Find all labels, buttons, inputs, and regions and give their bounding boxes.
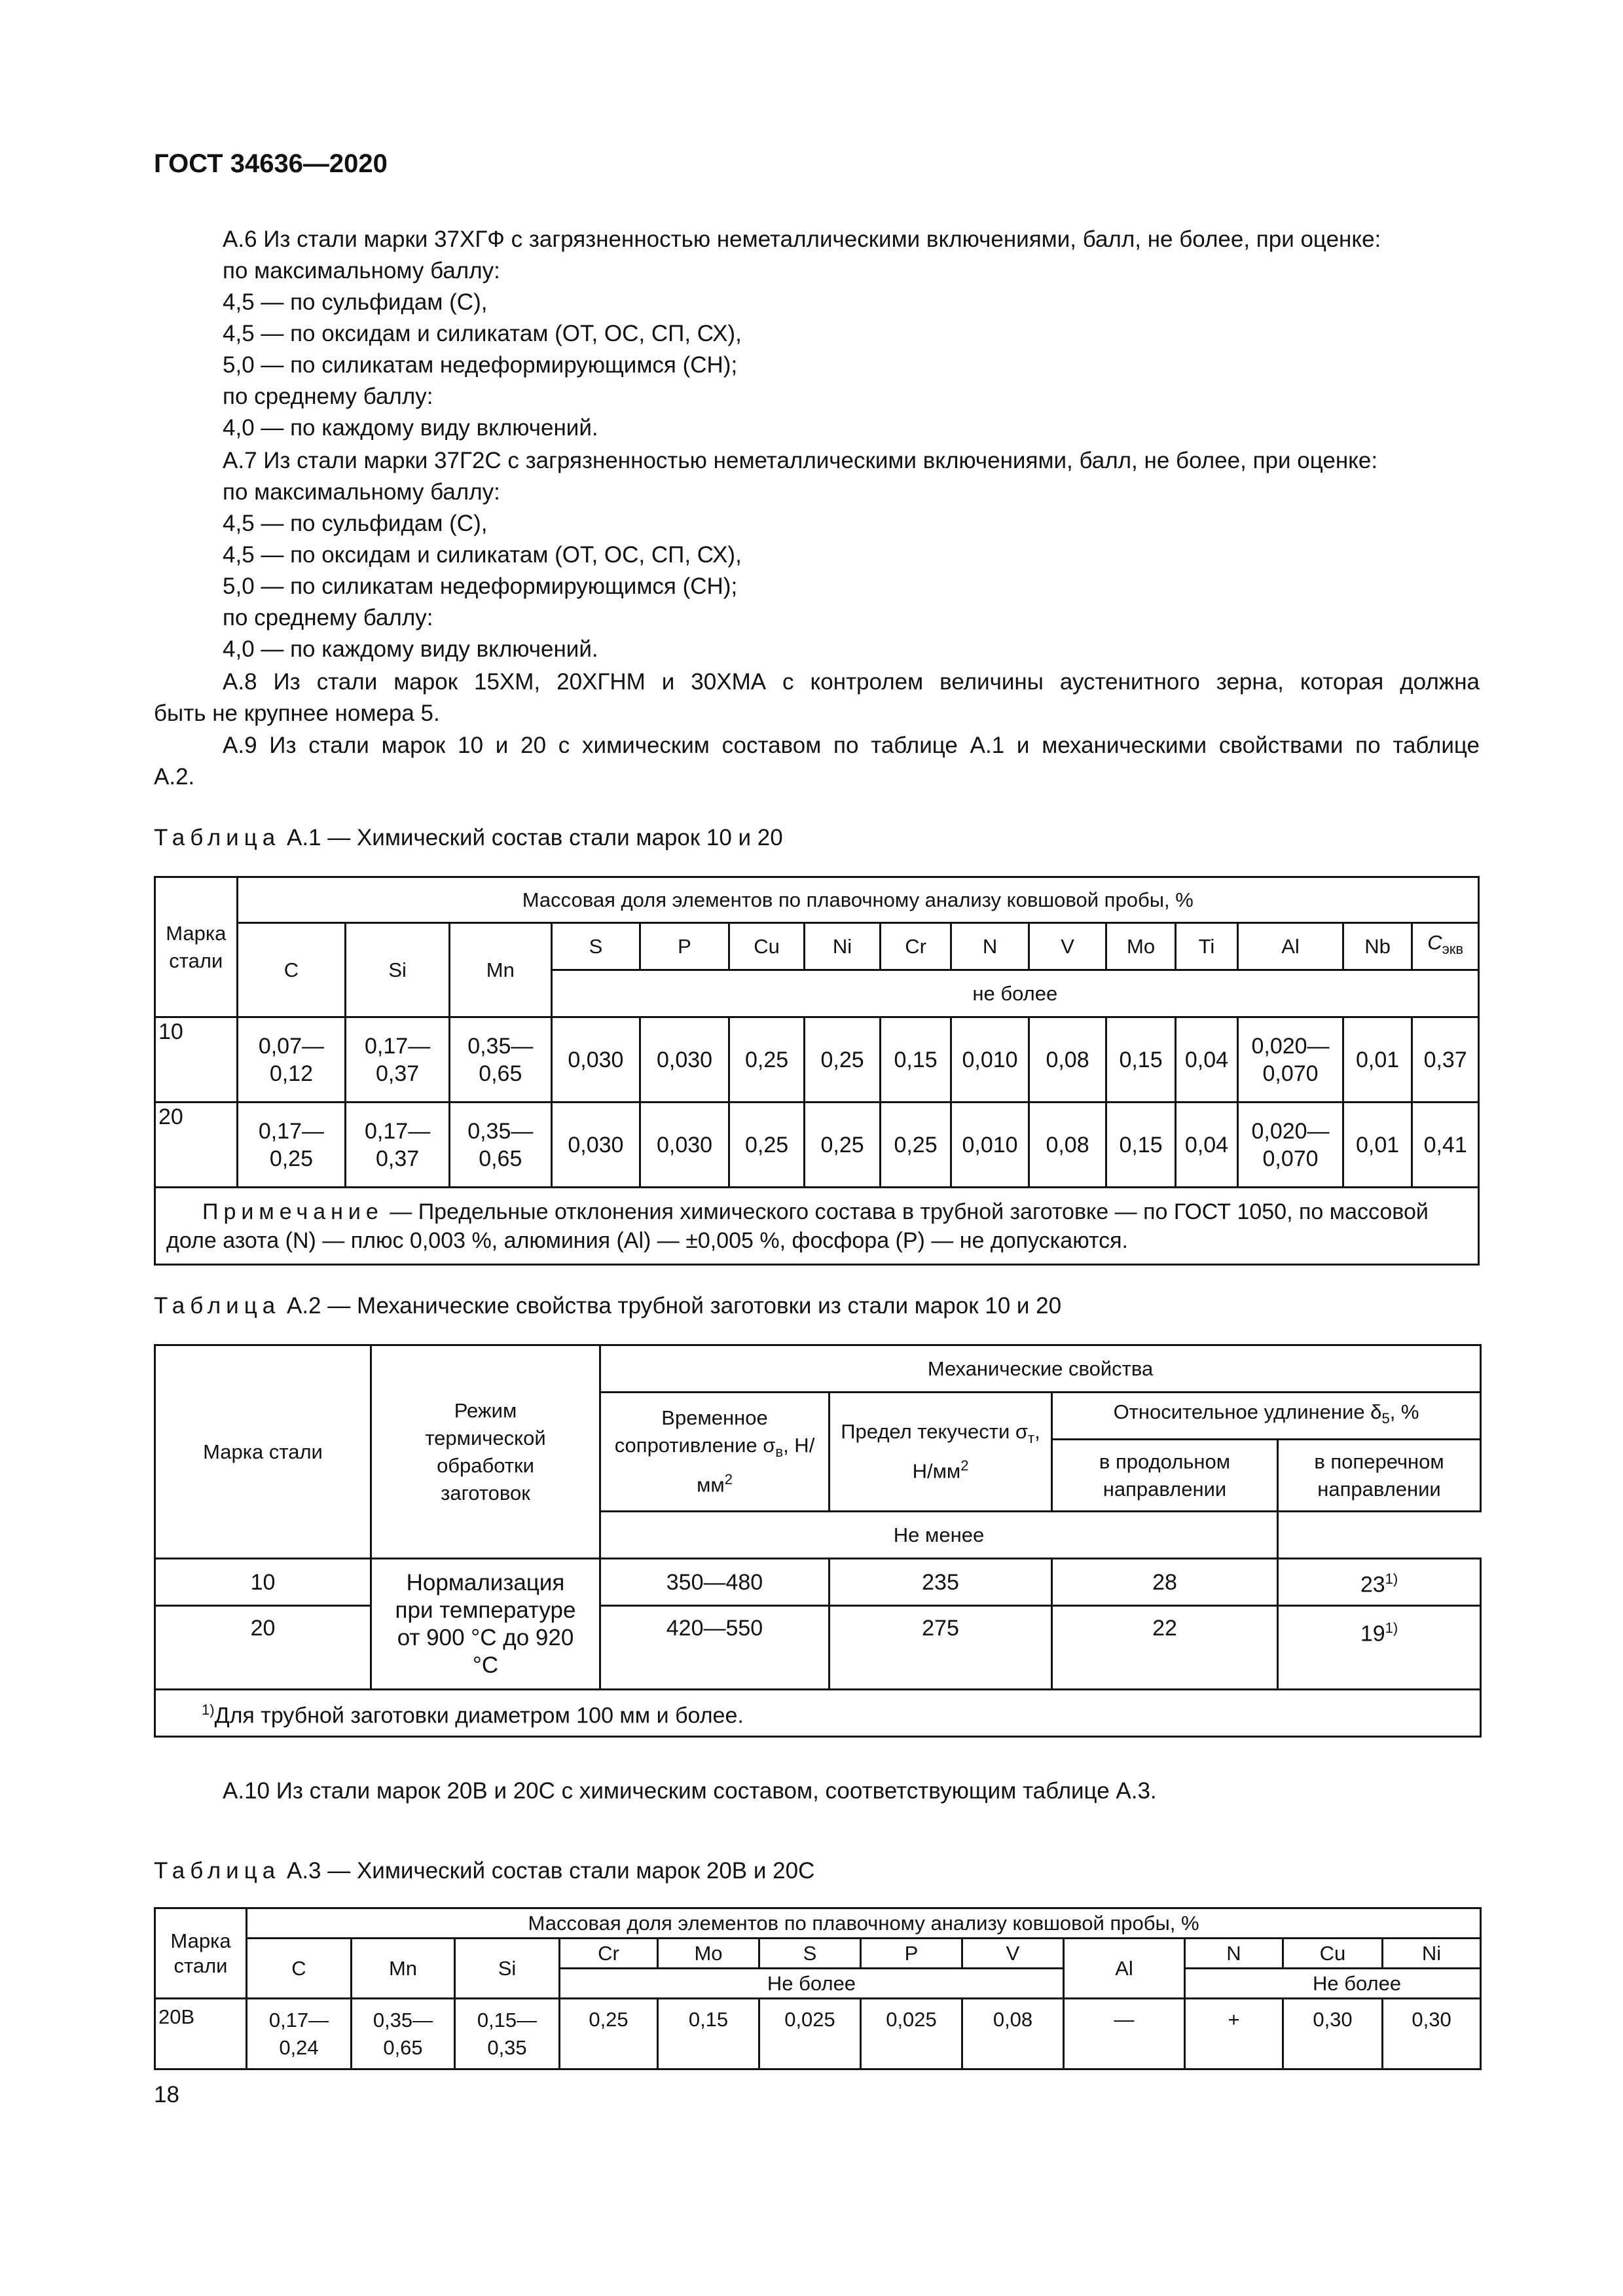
col-cr: Cr [560, 1939, 658, 1969]
col-si: Si [346, 923, 450, 1017]
col-mo: Mo [1106, 923, 1175, 970]
col-max1: Не более [560, 1969, 1064, 1999]
clause-a8 [154, 666, 1480, 729]
clause-a9-line2: А.2. [154, 764, 195, 790]
col-grade: Марка стали [155, 877, 238, 1017]
heat-treatment-mode: Нормализация при температуре от 900 °С до 920 °С [371, 1559, 600, 1690]
table-a3 [154, 1907, 1482, 2070]
clause-a8-line1: А.8 Из стали марок 15ХМ, 20ХГНМ и 30ХМА с контролем величины аустенитного зерна, которая должна [223, 669, 1480, 695]
table-a2-caption: Таблица А.2 — Механические свойства трубной заготовки из стали марок 10 и 20 [154, 1293, 1062, 1319]
clause-line: по максимальному баллу: [223, 258, 500, 283]
col-max2: Не более [1185, 1969, 1481, 1999]
col-ti: Ti [1175, 923, 1237, 970]
col-si: Si [455, 1939, 560, 1999]
table-a1-note: Примечание — Предельные отклонения химического состава в трубной заготовке — по ГОСТ 1050, по массовой доле азота (N) — плюс 0,003 %, алюминия (Al) — ±0,005 %, фосфора (P) — не допускаются. [155, 1188, 1479, 1265]
clause-a6 [154, 224, 1480, 444]
col-n: N [1185, 1939, 1283, 1969]
col-trans: в поперечном направлении [1278, 1440, 1481, 1512]
col-v: V [1029, 923, 1106, 970]
col-mn: Mn [449, 923, 551, 1017]
clause-a7-intro: А.7 Из стали марки 37Г2С с загрязненностью неметаллическими включениями, балл, не более, при оценке: [223, 448, 1378, 473]
clause-line: 5,0 — по силикатам недеформирующимся (СН); [223, 352, 738, 378]
table-row: 10 0,07— 0,12 0,17— 0,37 0,35— 0,65 0,030 0,030 0,25 0,25 0,15 0,010 0,08 0,15 0,04 0,020— 0,070 0,01 0,37 [155, 1017, 1479, 1102]
table-a1 [154, 876, 1480, 1266]
col-group: Массовая доля элементов по плавочному анализу ковшовой пробы, % [247, 1908, 1481, 1939]
col-cu: Cu [1283, 1939, 1383, 1969]
clause-a10: А.10 Из стали марок 20В и 20С с химическим составом, соответствующим таблице А.3. [223, 1778, 1157, 1804]
col-c: C [247, 1939, 352, 1999]
table-row: 20 420—550 275 22 19$^{1)}$ [155, 1606, 1481, 1690]
table-row: 10 Нормализация при температуре от 900 °С до 920 °С 350—480 235 28 23$^{1)}$ [155, 1559, 1481, 1606]
col-c: C [237, 923, 346, 1017]
clause-line: 4,5 — по оксидам и силикатам (ОТ, ОС, СП, СХ), [223, 321, 742, 346]
col-p: P [640, 923, 729, 970]
clause-line: 4,0 — по каждому виду включений. [223, 415, 598, 441]
col-ni: Ni [1383, 1939, 1481, 1969]
col-yield: Предел текучести $\sigma_т$, $Н/мм^2$ [830, 1393, 1052, 1512]
clause-line: по среднему баллу: [223, 384, 433, 409]
col-group: Массовая доля элементов по плавочному анализу ковшовой пробы, % [237, 877, 1478, 923]
clause-line: 4,5 — по оксидам и силикатам (ОТ, ОС, СП, СХ), [223, 542, 742, 568]
document-header: ГОСТ 34636—2020 [154, 149, 388, 178]
col-n: N [951, 923, 1029, 970]
col-al: Al [1064, 1939, 1185, 1999]
col-min: Не менее [600, 1512, 1278, 1559]
col-al: Al [1238, 923, 1343, 970]
table-row: 20 0,17— 0,25 0,17— 0,37 0,35— 0,65 0,030 0,030 0,25 0,25 0,25 0,010 0,08 0,15 0,04 0,020— 0,070 0,01 0,41 [155, 1102, 1479, 1188]
col-ni: Ni [805, 923, 881, 970]
col-s: S [551, 923, 640, 970]
col-tensile: Временное сопротивление $\sigma_в$, $Н/мм^2$ [600, 1393, 830, 1512]
clause-a7 [154, 445, 1480, 665]
table-row: 20В 0,17— 0,24 0,35— 0,65 0,15— 0,35 0,25 0,15 0,025 0,025 0,08 — + 0,30 0,30 [155, 1999, 1481, 2069]
col-ceq: $C_{экв}$ [1412, 923, 1479, 970]
table-note-row [155, 1188, 1479, 1265]
table-footnote-row [155, 1690, 1481, 1737]
clause-line: 5,0 — по силикатам недеформирующимся (СН); [223, 574, 738, 599]
col-elong: Относительное удлинение $\delta_5$, % [1052, 1393, 1481, 1440]
clause-line: по среднему баллу: [223, 605, 433, 630]
clause-a6-intro: А.6 Из стали марки 37ХГФ с загрязненностью неметаллическими включениями, балл, не более, при оценке: [223, 227, 1381, 252]
col-mech: Механические свойства [600, 1345, 1481, 1393]
col-grade: Марка стали [155, 1908, 247, 1999]
col-long: в продольном направлении [1052, 1440, 1278, 1512]
col-s: S [759, 1939, 861, 1969]
col-mode: Режим термической обработки заготовок [371, 1345, 600, 1559]
clause-a9 [154, 730, 1480, 793]
clause-line: 4,0 — по каждому виду включений. [223, 636, 598, 662]
col-mo: Mo [658, 1939, 759, 1969]
col-nb: Nb [1343, 923, 1412, 970]
col-v: V [962, 1939, 1064, 1969]
col-cu: Cu [729, 923, 805, 970]
col-cr: Cr [880, 923, 951, 970]
col-max: не более [551, 970, 1478, 1017]
table-a1-caption: Таблица А.1 — Химический состав стали марок 10 и 20 [154, 825, 783, 850]
clause-line: по максимальному баллу: [223, 479, 500, 505]
table-a2 [154, 1344, 1482, 1738]
clause-a8-line2: быть не крупнее номера 5. [154, 701, 440, 726]
col-p: P [861, 1939, 962, 1969]
col-grade: Марка стали [155, 1345, 371, 1559]
table-a3-caption: Таблица А.3 — Химический состав стали марок 20В и 20С [154, 1858, 815, 1884]
table-a2-footnote: $^{1)}$Для трубной заготовки диаметром 100 мм и более. [155, 1690, 1481, 1737]
clause-line: 4,5 — по сульфидам (С), [223, 511, 488, 536]
clause-line: 4,5 — по сульфидам (С), [223, 289, 488, 315]
page-number: 18 [154, 2082, 179, 2107]
col-mn: Mn [352, 1939, 455, 1999]
clause-a9-line1: А.9 Из стали марок 10 и 20 с химическим составом по таблице А.1 и механическими свойствами по таблице [223, 733, 1480, 758]
